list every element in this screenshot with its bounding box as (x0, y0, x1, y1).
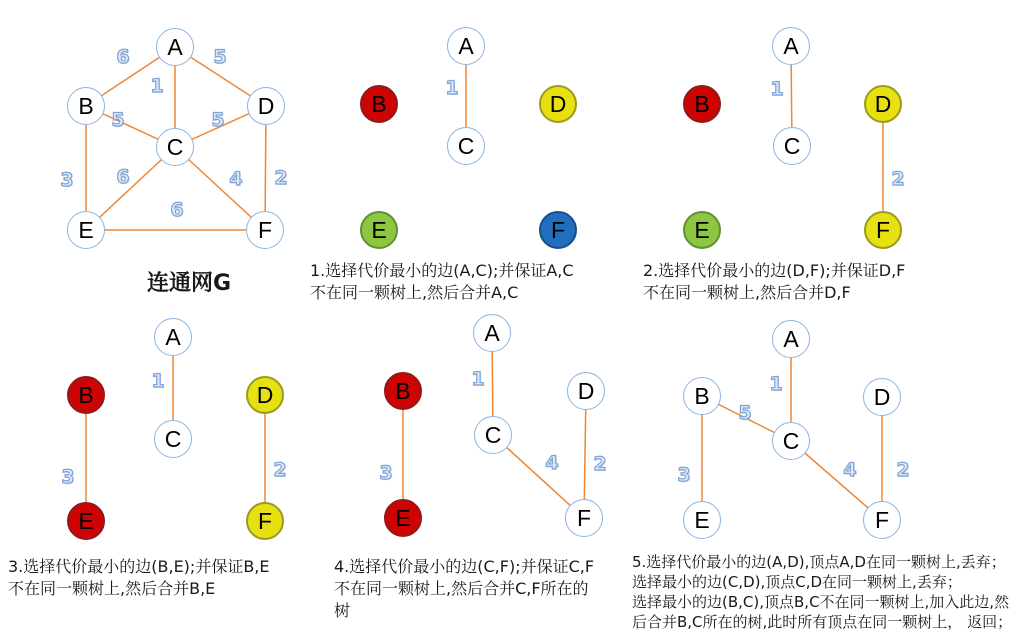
step-1-node-F: F (539, 211, 577, 249)
graph-g-caption-text: 连通网G (146, 271, 232, 296)
graph-g-node-F: F (246, 211, 284, 249)
step-4-weight-A-C: 1 (471, 368, 485, 390)
step-5-weight-C-F: 4 (843, 459, 857, 481)
caption-line: 树 (334, 601, 351, 620)
graph-g-node-B: B (67, 87, 105, 125)
step-3-node-A: A (154, 318, 192, 356)
step-1-caption (310, 260, 574, 304)
graph-g-node-D: D (247, 87, 285, 125)
graph-g-weight-C-D: 5 (211, 109, 225, 131)
graph-g-weight-E-F: 6 (170, 199, 184, 221)
graph-g-edge-D-F (265, 106, 266, 230)
graph-g-node-E: E (67, 211, 105, 249)
graph-g-weight-D-F: 2 (274, 167, 288, 189)
caption-line: 5.选择代价最小的边(A,D),顶点A,D在同一颗树上,丢弃； (632, 553, 1006, 571)
caption-line: 不在同一颗树上,然后合并A,C (310, 283, 519, 302)
step-3-node-C: C (154, 420, 192, 458)
step-4-node-E: E (384, 499, 422, 537)
graph-g-weight-C-F: 4 (229, 168, 243, 190)
graph-g-weight-A-D: 5 (213, 46, 227, 68)
step-4-weight-D-F: 2 (593, 453, 607, 475)
step-5-weight-A-C: 1 (769, 373, 783, 395)
step-2-node-B: B (683, 85, 721, 123)
graph-g-edge-C-F (175, 147, 265, 230)
step-5-edge-B-C (702, 396, 791, 441)
step-4-node-A: A (473, 314, 511, 352)
step-1-weight-A-C: 1 (445, 77, 459, 99)
step-1-node-E: E (360, 211, 398, 249)
caption-line: 选择最小的边(B,C),顶点B,C不在同一颗树上,加入此边,然 (632, 593, 1010, 611)
step-2-edge-A-C (791, 46, 792, 146)
step-1-node-B: B (360, 85, 398, 123)
graph-g-node-C: C (156, 128, 194, 166)
step-5-node-D: D (863, 378, 901, 416)
caption-line: 2.选择代价最小的边(D,F);并保证D,F (643, 261, 906, 280)
graph-g-weight-C-E: 6 (116, 166, 130, 188)
caption-line: 不在同一颗树上,然后合并B,E (8, 579, 216, 598)
graph-g-edge-C-E (86, 147, 175, 230)
graph-g-edge-B-C (86, 106, 175, 147)
step-2-weight-D-F: 2 (891, 168, 905, 190)
graph-g-weight-A-B: 6 (116, 46, 130, 68)
step-4-node-C: C (474, 416, 512, 454)
step-5-weight-B-E: 3 (677, 464, 691, 486)
step-4-edge-C-F (493, 435, 584, 518)
graph-g-node-A: A (156, 28, 194, 66)
graph-g-weight-A-C: 1 (150, 75, 164, 97)
step-1-node-D: D (539, 85, 577, 123)
caption-line: 选择最小的边(C,D),顶点C,D在同一颗树上,丢弃； (632, 573, 962, 591)
step-3-weight-B-E: 3 (61, 466, 75, 488)
step-2-caption (643, 260, 905, 304)
step-5-weight-D-F: 2 (896, 459, 910, 481)
step-3-node-B: B (67, 376, 105, 414)
step-3-node-F: F (246, 502, 284, 540)
step-5-node-B: B (683, 377, 721, 415)
step-1-node-C: C (447, 127, 485, 165)
step-4-weight-B-E: 3 (379, 462, 393, 484)
step-4-node-D: D (567, 372, 605, 410)
step-5-caption (632, 552, 1012, 632)
caption-line: 1.选择代价最小的边(A,C);并保证A,C (310, 261, 574, 280)
step-2-node-F: F (864, 211, 902, 249)
step-4-edge-D-F (584, 391, 586, 518)
graph-g-edge-A-D (175, 47, 266, 106)
graph-g-caption (130, 266, 248, 297)
step-3-caption (8, 556, 270, 600)
step-4-caption (334, 556, 594, 622)
step-5-node-E: E (683, 501, 721, 539)
step-3-weight-A-C: 1 (151, 370, 165, 392)
step-4-node-B: B (384, 372, 422, 410)
graph-g-weight-B-C: 5 (111, 109, 125, 131)
graph-g-edge-C-D (175, 106, 266, 147)
graph-g-weight-B-E: 3 (60, 169, 74, 191)
graph-g-edge-A-B (86, 47, 175, 106)
step-5-edge-C-F (791, 441, 882, 520)
step-2-node-D: D (864, 85, 902, 123)
caption-line: 3.选择代价最小的边(B,E);并保证B,E (8, 557, 270, 576)
step-2-node-E: E (683, 211, 721, 249)
step-3-node-E: E (67, 502, 105, 540)
step-4-weight-C-F: 4 (545, 452, 559, 474)
step-5-weight-B-C: 5 (738, 402, 752, 424)
caption-line: 不在同一颗树上,然后合并D,F (643, 283, 851, 302)
caption-line: 后合并B,C所在的树,此时所有顶点在同一颗树上， 返回； (632, 613, 1013, 631)
step-2-node-C: C (773, 127, 811, 165)
step-3-weight-D-F: 2 (273, 459, 287, 481)
caption-line: 不在同一颗树上,然后合并C,F所在的 (334, 579, 589, 598)
caption-line: 4.选择代价最小的边(C,F);并保证C,F (334, 557, 595, 576)
step-2-weight-A-C: 1 (770, 78, 784, 100)
step-4-edge-A-C (492, 333, 493, 435)
step-5-node-F: F (863, 501, 901, 539)
step-5-node-C: C (772, 422, 810, 460)
step-3-node-D: D (246, 376, 284, 414)
step-1-node-A: A (447, 27, 485, 65)
step-5-node-A: A (772, 320, 810, 358)
step-2-node-A: A (772, 27, 810, 65)
step-4-node-F: F (565, 499, 603, 537)
